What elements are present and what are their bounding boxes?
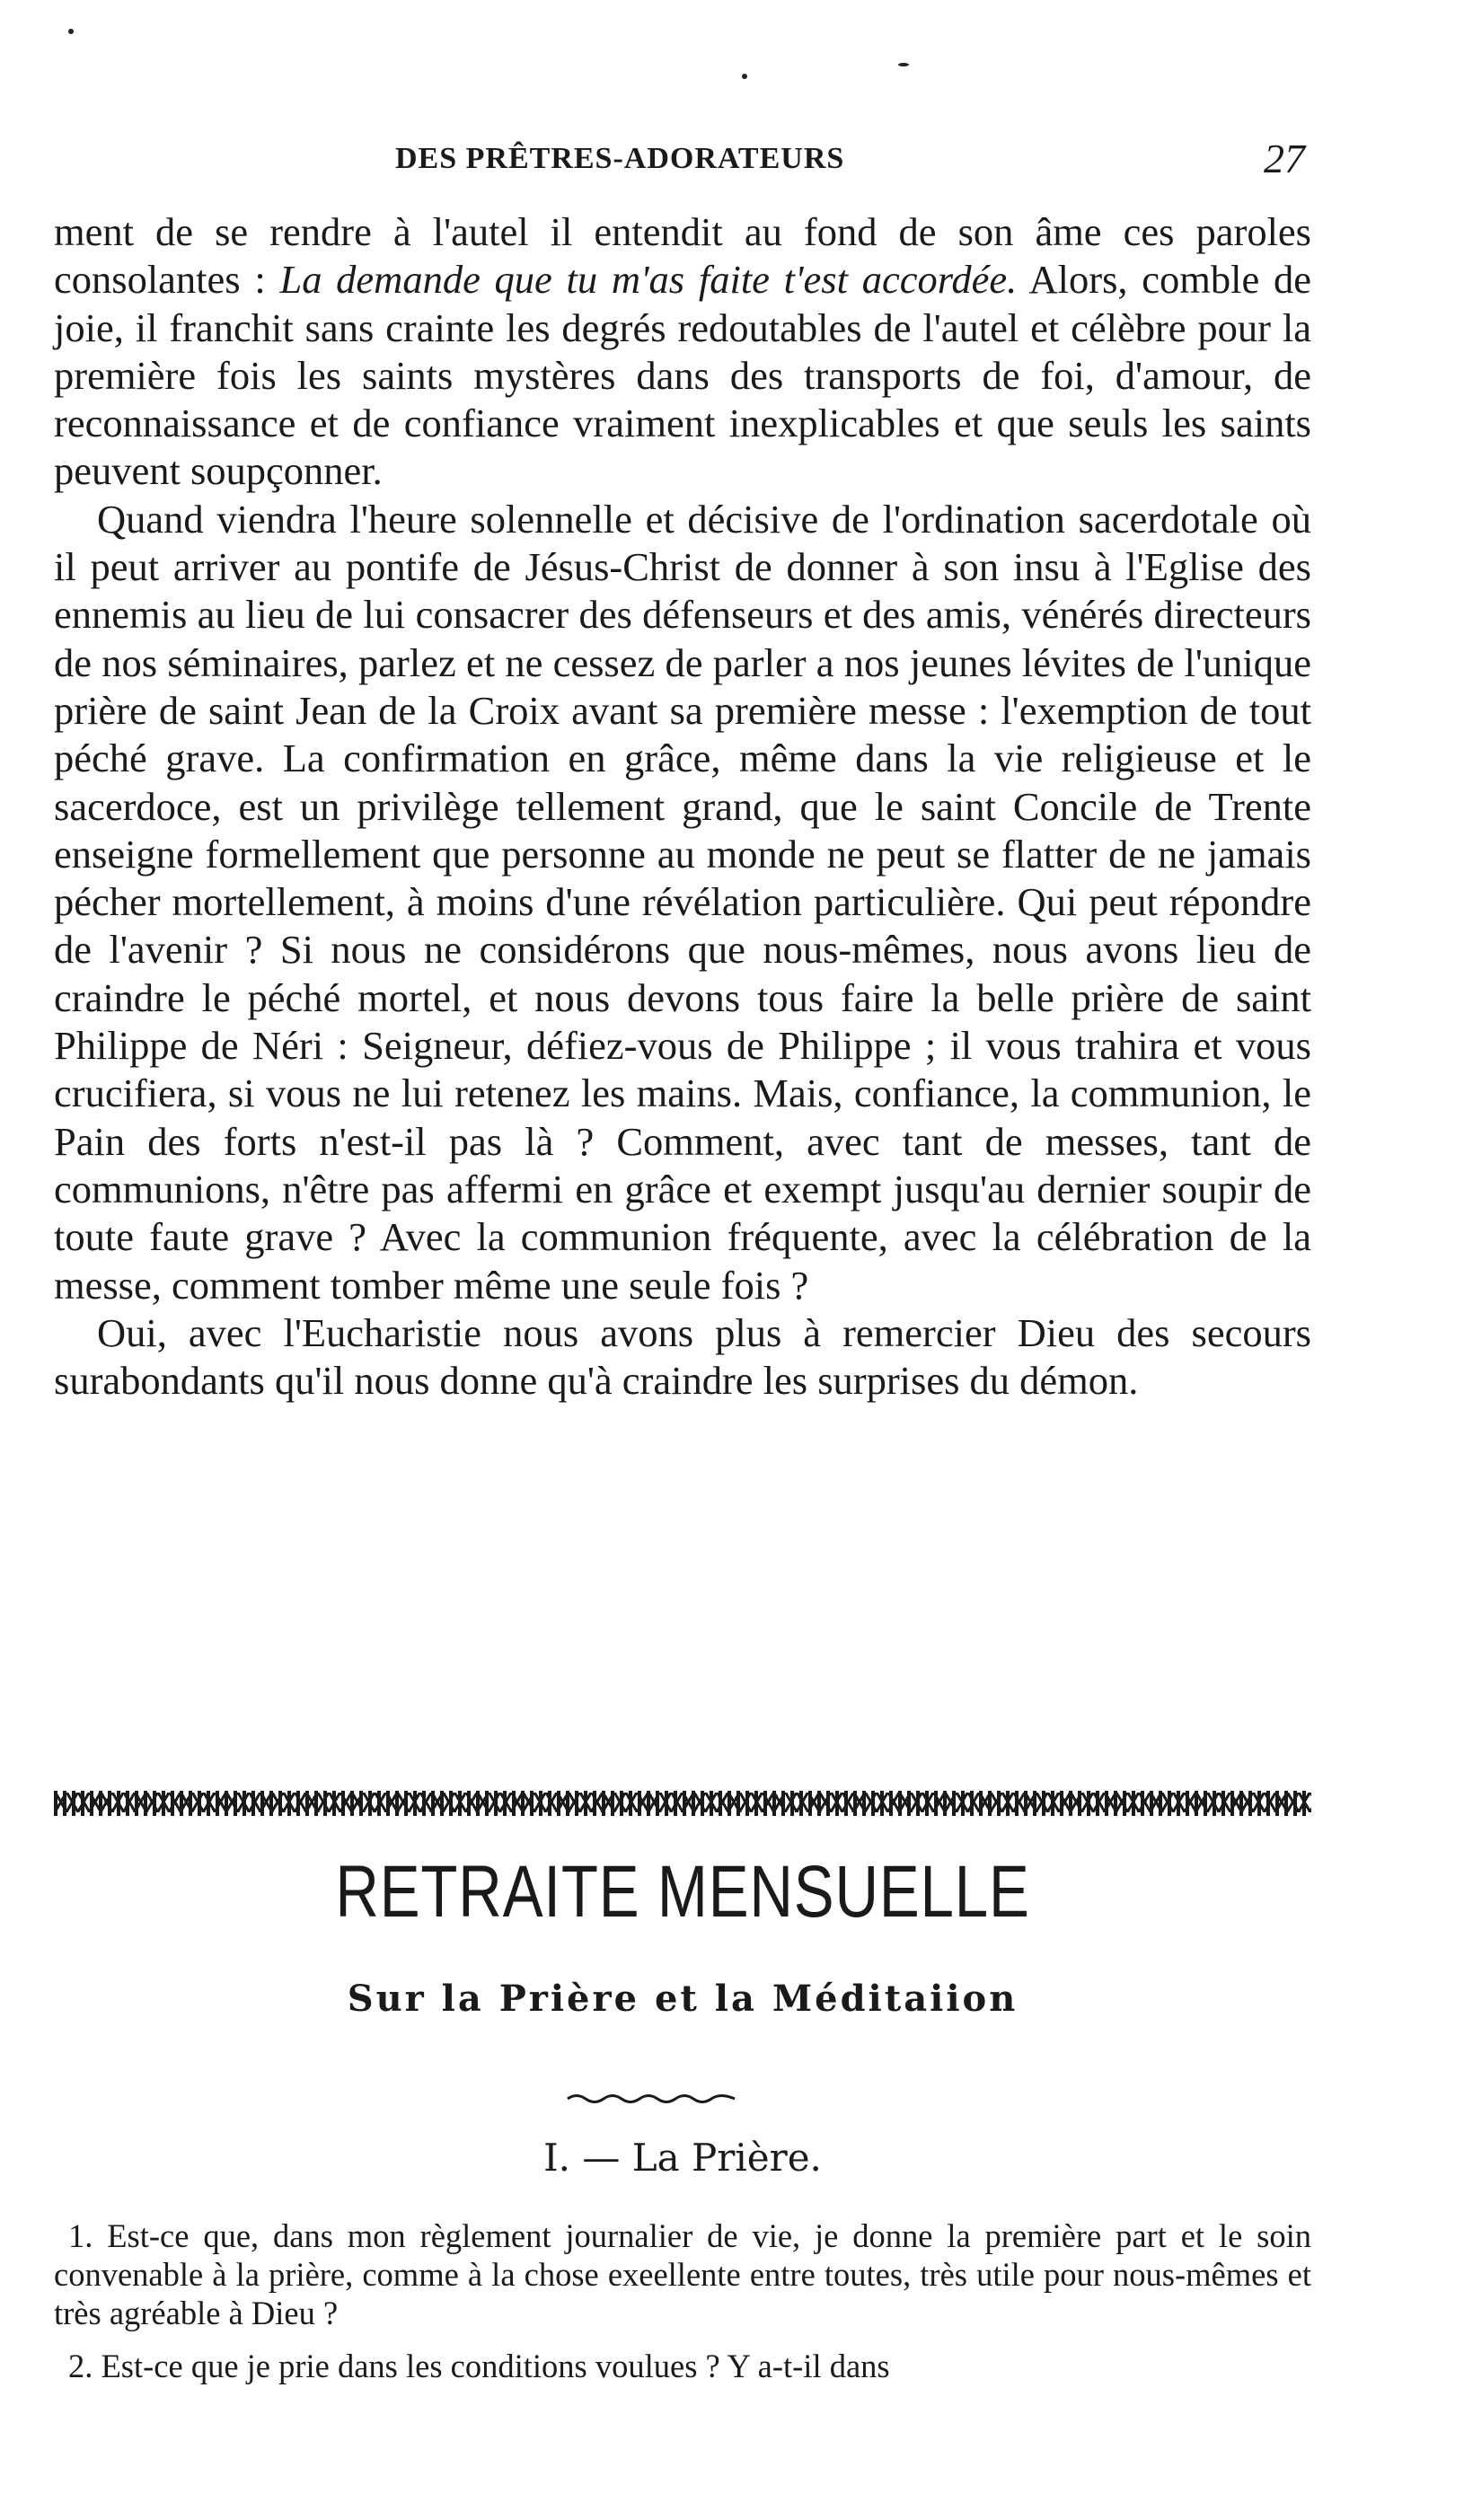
question-item: 2. Est-ce que je prie dans les conditions voulues ? Y a-t-il dans	[68, 2348, 890, 2384]
question-list	[54, 2216, 1311, 2400]
ornamental-rule	[54, 1785, 1311, 1816]
paragraph-2: Quand viendra l'heure solennelle et décisive de l'ordination sacerdotale où il peut arriver au pontife de Jésus-Christ de donner à son insu à l'Eglise des ennemis au lieu de lui consacrer des défenseurs et des amis, vénérés directeurs de nos séminaires, parlez et ne cessez de parler a nos jeunes lévites de l'unique prière de saint Jean de la Croix avant sa première messe : l'exemption de tout péché grave. La confirmation en grâce, même dans la vie religieuse et le sacerdoce, est un privilège tellement grand, que le saint Concile de Trente enseigne formellement que personne au monde ne peut se flatter de ne jamais pécher mortellement, à moins d'une révélation particulière. Qui peut répondre de l'avenir ? Si nous ne considérons que nous-mêmes, nous avons lieu de craindre le péché mortel, et nous devons tous faire la belle prière de saint Philippe de Néri : Seigneur, défiez-vous de Philippe ; il vous trahira et vous crucifiera, si vous ne lui retenez les mains. Mais, confiance, la communion, le Pain des forts n'est-il pas là ? Comment, avec tant de messes, tant de communions, n'être pas affermi en grâce et exempt jusqu'au dernier soupir de toute faute grave ? Avec la communion fréquente, avec la célébration de la messe, comment tomber même une seule fois ?	[54, 496, 1311, 1308]
retreat-title: RETRAITE MENSUELLE	[335, 1851, 1030, 1933]
section-heading: I. — La Prière.	[543, 2136, 822, 2180]
retreat-subtitle: Sur la Prière et la Méditaiion	[347, 1978, 1019, 2020]
swash-ornament-icon	[566, 2091, 736, 2103]
running-title: DES PRÊTRES-ADORATEURS	[395, 142, 845, 175]
paragraph-text: Alors, comble de joie, il franchit sans crainte les degrés redoutables de l'autel et célèbre pour la première fois les saints mystères dans des transports de foi, d'amour, de reconnaissance et de confiance vraiment inexplicables et que seuls les saints peuvent soupçonner.	[54, 257, 1311, 494]
running-head	[54, 135, 1311, 180]
paragraph-3: Oui, avec l'Eucharistie nous avons plus à remercier Dieu des secours surabondants qu'il nous donne qu'à craindre les surprises du démon.	[54, 1309, 1311, 1404]
paragraph-1	[54, 208, 1311, 496]
paragraph-text: ment de se rendre à l'autel il entendit au fond de son âme ces paroles consolantes :	[54, 209, 1311, 303]
ornamental-rule-pattern	[54, 1793, 1311, 1812]
print-speck	[742, 74, 747, 79]
print-speck	[68, 29, 74, 34]
italic-quote: La demande que tu m'as faite t'est accordée.	[279, 257, 1018, 303]
print-speck	[898, 63, 909, 66]
body-text	[54, 208, 1311, 1405]
page-number: 27	[1264, 136, 1305, 181]
question-item: 1. Est-ce que, dans mon règlement journalier de vie, je donne la première part et le soin convenable à la prière, comme à la chose exeellente entre toutes, très utile pour nous-mêmes et très agréable à Dieu ?	[54, 2217, 1311, 2331]
